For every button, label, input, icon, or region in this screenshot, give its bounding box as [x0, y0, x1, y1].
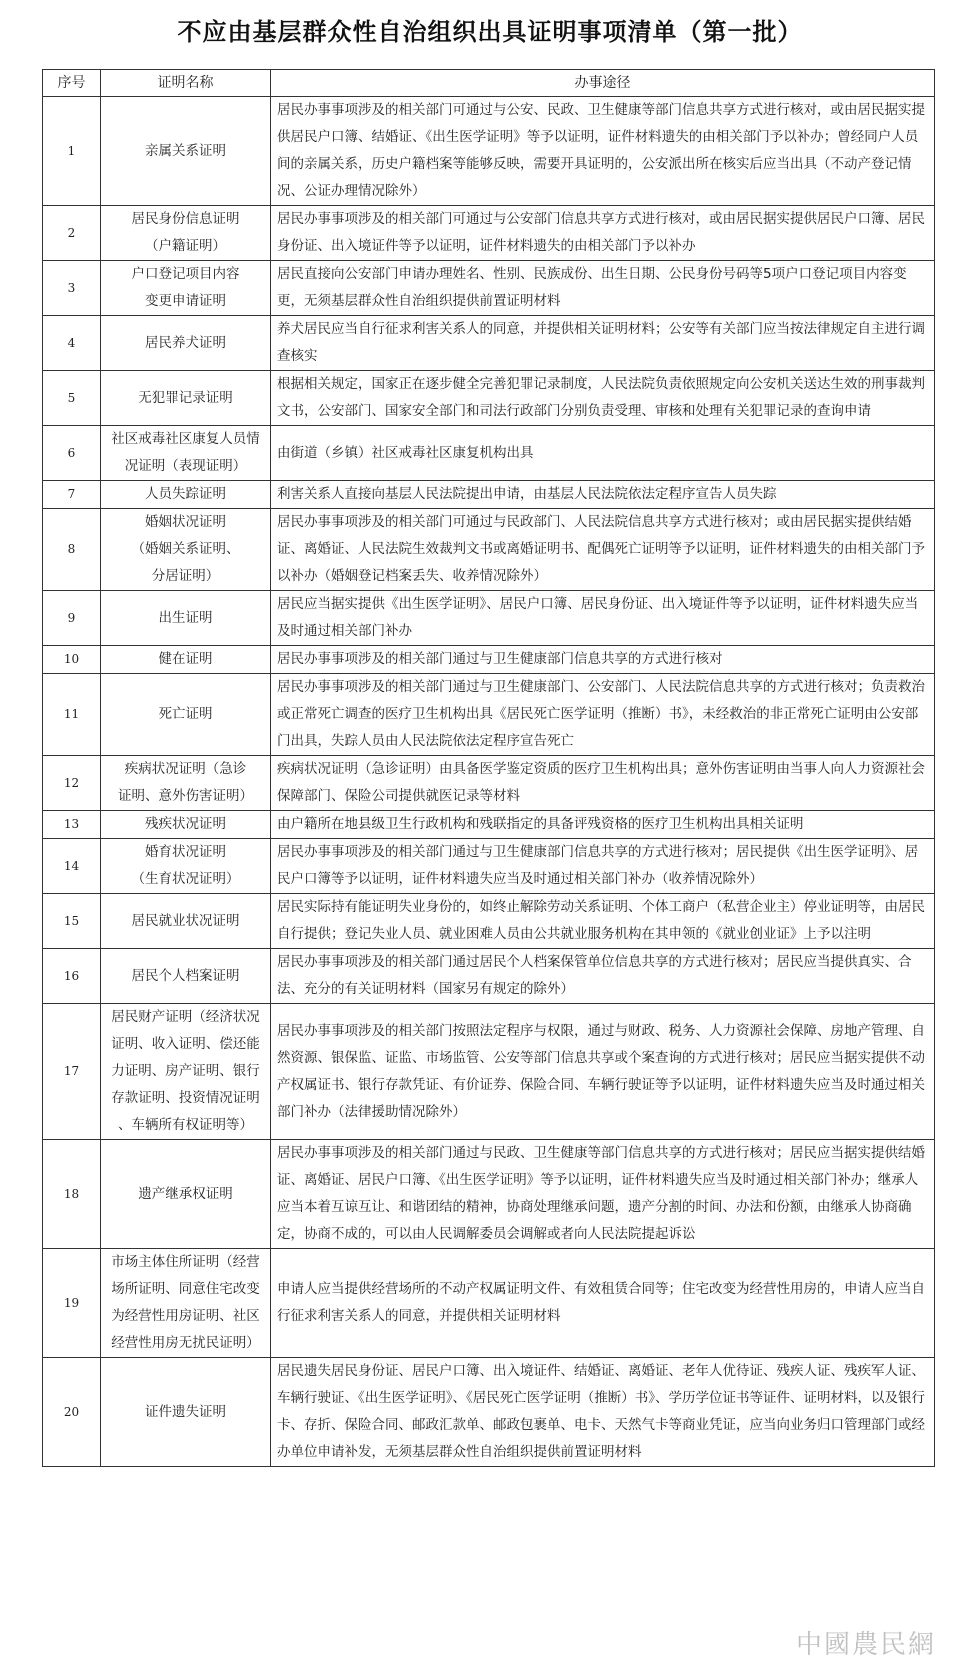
table-row	[43, 674, 935, 756]
row-number: 2	[43, 206, 101, 261]
handling-way: 居民办事事项涉及的相关部门通过与卫生健康部门信息共享的方式进行核对	[271, 646, 935, 674]
table-row	[43, 894, 935, 949]
certificate-name: 户口登记项目内容 变更申请证明	[101, 261, 271, 316]
row-number: 14	[43, 839, 101, 894]
row-number: 6	[43, 426, 101, 481]
handling-way: 居民实际持有能证明失业身份的，如终止解除劳动关系证明、个体工商户（私营企业主）停业证明等，由居民自行提供；登记失业人员、就业困难人员由公共就业服务机构在其申领的《就业创业证》上予以注明	[271, 894, 935, 949]
row-number: 4	[43, 316, 101, 371]
handling-way: 由街道（乡镇）社区戒毒社区康复机构出具	[271, 426, 935, 481]
table-row	[43, 481, 935, 509]
table-row	[43, 811, 935, 839]
certificate-name: 居民就业状况证明	[101, 894, 271, 949]
table-row	[43, 591, 935, 646]
certificate-name: 健在证明	[101, 646, 271, 674]
table-row	[43, 261, 935, 316]
table-row	[43, 839, 935, 894]
table-row	[43, 1140, 935, 1249]
table-row	[43, 1358, 935, 1467]
handling-way: 居民办事事项涉及的相关部门通过与卫生健康部门信息共享的方式进行核对；居民提供《出生医学证明》、居民户口簿等予以证明，证件材料遗失应当及时通过相关部门补办（收养情况除外）	[271, 839, 935, 894]
row-number: 20	[43, 1358, 101, 1467]
handling-way: 根据相关规定，国家正在逐步健全完善犯罪记录制度，人民法院负责依照规定向公安机关送达生效的刑事裁判文书，公安部门、国家安全部门和司法行政部门分别负责受理、审核和处理有关犯罪记录的查询申请	[271, 371, 935, 426]
row-number: 8	[43, 509, 101, 591]
certificate-name: 残疾状况证明	[101, 811, 271, 839]
row-number: 15	[43, 894, 101, 949]
row-number: 7	[43, 481, 101, 509]
handling-way: 居民办事事项涉及的相关部门可通过与民政部门、人民法院信息共享方式进行核对；或由居民据实提供结婚证、离婚证、人民法院生效裁判文书或离婚证明书、配偶死亡证明等予以证明，证件材料遗失的由相关部门予以补办（婚姻登记档案丢失、收养情况除外）	[271, 509, 935, 591]
table-row	[43, 949, 935, 1004]
header-no: 序号	[43, 70, 101, 97]
certificate-name: 无犯罪记录证明	[101, 371, 271, 426]
row-number: 13	[43, 811, 101, 839]
certificate-name: 亲属关系证明	[101, 97, 271, 206]
table-row	[43, 1249, 935, 1358]
handling-way: 居民办事事项涉及的相关部门通过居民个人档案保管单位信息共享的方式进行核对；居民应当提供真实、合法、充分的有关证明材料（国家另有规定的除外）	[271, 949, 935, 1004]
row-number: 1	[43, 97, 101, 206]
certificate-name: 疾病状况证明（急诊 证明、意外伤害证明）	[101, 756, 271, 811]
certificate-name: 居民财产证明（经济状况 证明、收入证明、偿还能 力证明、房产证明、银行 存款证明、投资情况证明 、车辆所有权证明等）	[101, 1004, 271, 1140]
handling-way: 居民办事事项涉及的相关部门按照法定程序与权限，通过与财政、税务、人力资源社会保障、房地产管理、自然资源、银保监、证监、市场监管、公安等部门信息共享或个案查询的方式进行核对；居民应当据实提供不动产权属证书、银行存款凭证、有价证券、保险合同、车辆行驶证等予以证明，证件材料遗失应当及时通过相关部门补办（法律援助情况除外）	[271, 1004, 935, 1140]
row-number: 18	[43, 1140, 101, 1249]
certificate-name: 婚姻状况证明 （婚姻关系证明、 分居证明）	[101, 509, 271, 591]
handling-way: 居民办事事项涉及的相关部门可通过与公安部门信息共享方式进行核对，或由居民据实提供居民户口簿、居民身份证、出入境证件等予以证明，证件材料遗失的由相关部门予以补办	[271, 206, 935, 261]
certificate-name: 遗产继承权证明	[101, 1140, 271, 1249]
handling-way: 申请人应当提供经营场所的不动产权属证明文件、有效租赁合同等；住宅改变为经营性用房的，申请人应当自行征求利害关系人的同意，并提供相关证明材料	[271, 1249, 935, 1358]
handling-way: 居民办事事项涉及的相关部门可通过与公安、民政、卫生健康等部门信息共享方式进行核对，或由居民据实提供居民户口簿、结婚证、《出生医学证明》等予以证明，证件材料遗失的由相关部门予以补办；曾经同户人员间的亲属关系，历史户籍档案等能够反映，需要开具证明的，公安派出所在核实后应当出具（不动产登记情况、公证办理情况除外）	[271, 97, 935, 206]
certificate-name: 社区戒毒社区康复人员情 况证明（表现证明）	[101, 426, 271, 481]
handling-way: 利害关系人直接向基层人民法院提出申请，由基层人民法院依法定程序宣告人员失踪	[271, 481, 935, 509]
row-number: 10	[43, 646, 101, 674]
row-number: 5	[43, 371, 101, 426]
table-row	[43, 371, 935, 426]
row-number: 12	[43, 756, 101, 811]
handling-way: 养犬居民应当自行征求利害关系人的同意，并提供相关证明材料；公安等有关部门应当按法律规定自主进行调查核实	[271, 316, 935, 371]
watermark-logo: 中國農民網	[795, 1630, 936, 1660]
page-title: 不应由基层群众性自治组织出具证明事项清单（第一批）	[177, 17, 803, 46]
certificate-name: 婚育状况证明 （生育状况证明）	[101, 839, 271, 894]
row-number: 11	[43, 674, 101, 756]
handling-way: 居民办事事项涉及的相关部门通过与卫生健康部门、公安部门、人民法院信息共享的方式进行核对；负责救治或正常死亡调查的医疗卫生机构出具《居民死亡医学证明（推断）书》，未经救治的非正常死亡证明由公安部门出具，失踪人员由人民法院依法定程序宣告死亡	[271, 674, 935, 756]
certificate-name: 市场主体住所证明（经营 场所证明、同意住宅改变 为经营性用房证明、社区 经营性用房无扰民证明）	[101, 1249, 271, 1358]
table-row	[43, 206, 935, 261]
handling-way: 居民办事事项涉及的相关部门通过与民政、卫生健康等部门信息共享的方式进行核对；居民应当据实提供结婚证、离婚证、居民户口簿、《出生医学证明》等予以证明，证件材料遗失应当及时通过相关部门补办；继承人应当本着互谅互让、和谐团结的精神，协商处理继承问题，遗产分割的时间、办法和份额，由继承人协商确定，协商不成的，可以由人民调解委员会调解或者向人民法院提起诉讼	[271, 1140, 935, 1249]
table-row	[43, 426, 935, 481]
handling-way: 居民直接向公安部门申请办理姓名、性别、民族成份、出生日期、公民身份号码等5项户口登记项目内容变更，无须基层群众性自治组织提供前置证明材料	[271, 261, 935, 316]
certificate-name: 居民养犬证明	[101, 316, 271, 371]
table-row	[43, 1004, 935, 1140]
row-number: 3	[43, 261, 101, 316]
certificate-name: 死亡证明	[101, 674, 271, 756]
table-body	[43, 97, 935, 1467]
certificate-name: 居民个人档案证明	[101, 949, 271, 1004]
table-row	[43, 316, 935, 371]
certificate-name: 出生证明	[101, 591, 271, 646]
certificate-list-table	[42, 69, 935, 1467]
certificate-name: 人员失踪证明	[101, 481, 271, 509]
table-row	[43, 509, 935, 591]
certificate-name: 居民身份信息证明 （户籍证明）	[101, 206, 271, 261]
certificate-name: 证件遗失证明	[101, 1358, 271, 1467]
row-number: 16	[43, 949, 101, 1004]
header-way: 办事途径	[271, 70, 935, 97]
row-number: 9	[43, 591, 101, 646]
header-name: 证明名称	[101, 70, 271, 97]
table-header-row	[43, 70, 935, 97]
row-number: 19	[43, 1249, 101, 1358]
table-row	[43, 97, 935, 206]
handling-way: 居民应当据实提供《出生医学证明》、居民户口簿、居民身份证、出入境证件等予以证明，证件材料遗失应当及时通过相关部门补办	[271, 591, 935, 646]
table-row	[43, 646, 935, 674]
table-row	[43, 756, 935, 811]
handling-way: 疾病状况证明（急诊证明）由具备医学鉴定资质的医疗卫生机构出具；意外伤害证明由当事人向人力资源社会保障部门、保险公司提供就医记录等材料	[271, 756, 935, 811]
row-number: 17	[43, 1004, 101, 1140]
handling-way: 居民遗失居民身份证、居民户口簿、出入境证件、结婚证、离婚证、老年人优待证、残疾人证、残疾军人证、车辆行驶证、《出生医学证明》、《居民死亡医学证明（推断）书》、学历学位证书等证件、证明材料，以及银行卡、存折、保险合同、邮政汇款单、邮政包裹单、电卡、天然气卡等商业凭证，应当向业务归口管理部门或经办单位申请补发，无须基层群众性自治组织提供前置证明材料	[271, 1358, 935, 1467]
handling-way: 由户籍所在地县级卫生行政机构和残联指定的具备评残资格的医疗卫生机构出具相关证明	[271, 811, 935, 839]
